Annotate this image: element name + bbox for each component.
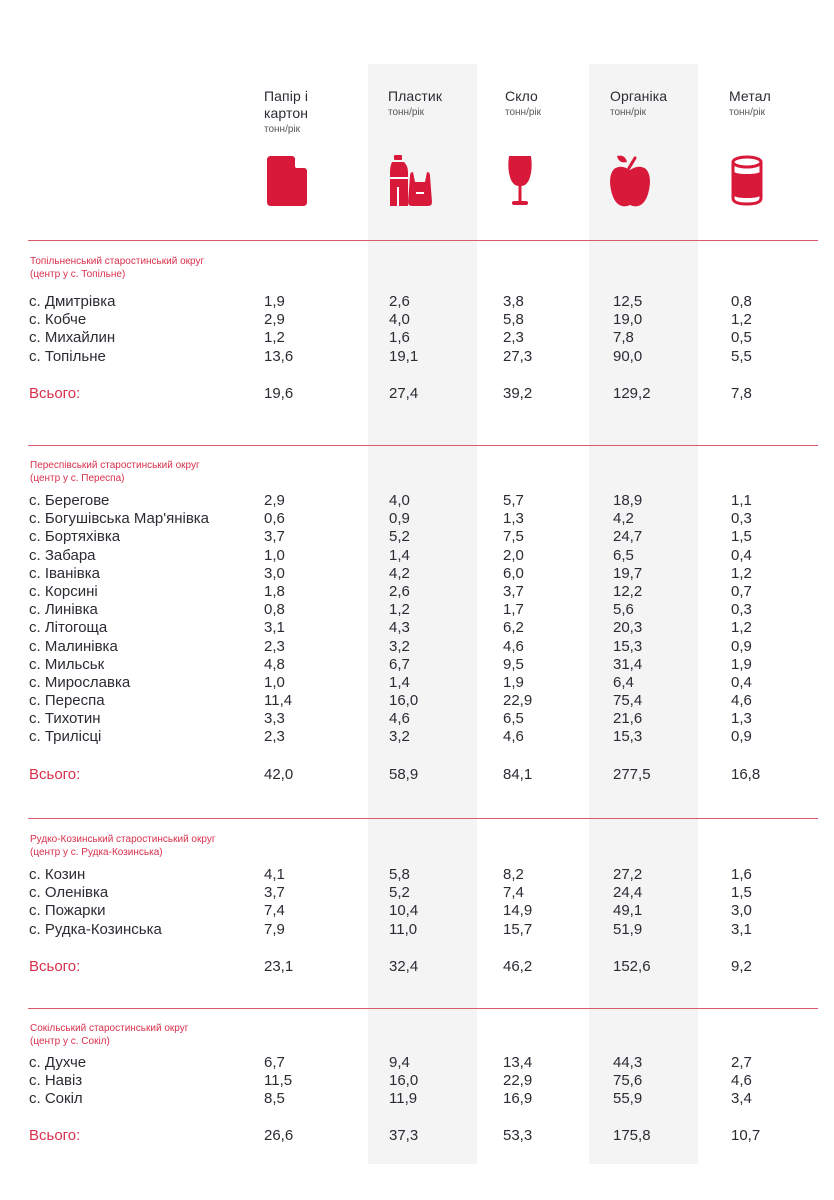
cell-value: 90,0 bbox=[613, 347, 643, 365]
table-row bbox=[0, 1090, 834, 1108]
section-title bbox=[30, 1022, 188, 1048]
cell-value: 0,3 bbox=[731, 510, 752, 528]
village-name: с. Оленівка bbox=[29, 884, 109, 902]
cell-value: 1,0 bbox=[264, 546, 285, 564]
total-label: Всього: bbox=[29, 385, 81, 402]
cell-value: 9,5 bbox=[503, 655, 524, 673]
village-name: с. Корсині bbox=[29, 582, 98, 600]
table-row bbox=[0, 492, 834, 510]
table-row bbox=[0, 565, 834, 583]
column-unit: тонн/рік bbox=[264, 124, 301, 135]
village-name: с. Літогоща bbox=[29, 619, 108, 637]
cell-value: 1,0 bbox=[264, 673, 285, 691]
table-row bbox=[0, 510, 834, 528]
cell-value: 27,3 bbox=[503, 347, 533, 365]
village-name: с. Бортяхівка bbox=[29, 528, 121, 546]
cell-value: 27,2 bbox=[613, 866, 643, 883]
cell-value: 3,1 bbox=[264, 619, 285, 637]
cell-value: 3,7 bbox=[264, 528, 285, 546]
cell-value: 11,4 bbox=[264, 692, 293, 710]
cell-value: 4,6 bbox=[389, 710, 410, 728]
cell-value: 4,2 bbox=[389, 564, 410, 582]
section-title bbox=[30, 459, 200, 485]
cell-value: 16,9 bbox=[503, 1090, 533, 1108]
cell-value: 1,3 bbox=[731, 710, 752, 728]
total-value: 39,2 bbox=[503, 385, 533, 402]
table-row bbox=[0, 619, 834, 637]
cell-value: 1,7 bbox=[503, 601, 524, 619]
total-value: 19,6 bbox=[264, 385, 294, 402]
apple-icon bbox=[609, 152, 659, 208]
cell-value: 24,4 bbox=[613, 884, 643, 902]
cell-value: 8,2 bbox=[503, 866, 524, 883]
village-name: с. Навіз bbox=[29, 1072, 83, 1090]
cell-value: 11,9 bbox=[389, 1090, 418, 1108]
cell-value: 31,4 bbox=[613, 655, 643, 673]
cell-value: 0,6 bbox=[264, 510, 285, 528]
section-divider bbox=[28, 240, 818, 241]
section-divider bbox=[28, 1008, 818, 1009]
cell-value: 5,2 bbox=[389, 528, 410, 546]
cell-value: 3,7 bbox=[264, 884, 285, 902]
cell-value: 21,6 bbox=[613, 710, 643, 728]
cell-value: 7,4 bbox=[264, 902, 285, 920]
total-label: Всього: bbox=[29, 766, 81, 783]
cell-value: 0,7 bbox=[731, 582, 752, 600]
total-label: Всього: bbox=[29, 958, 81, 975]
paper-icon bbox=[265, 152, 315, 208]
cell-value: 22,9 bbox=[503, 1072, 533, 1090]
village-name: с. Малинівка bbox=[29, 637, 118, 655]
cell-value: 4,6 bbox=[731, 1072, 752, 1090]
cell-value: 7,4 bbox=[503, 884, 524, 902]
total-value: 7,8 bbox=[731, 385, 752, 402]
village-name: с. Забара bbox=[29, 546, 96, 564]
table-row bbox=[0, 674, 834, 692]
table-row bbox=[0, 583, 834, 601]
cell-value: 0,8 bbox=[731, 293, 752, 310]
cell-value: 1,4 bbox=[389, 546, 410, 564]
cell-value: 3,0 bbox=[264, 564, 285, 582]
total-value: 129,2 bbox=[613, 385, 651, 402]
total-value: 26,6 bbox=[264, 1127, 294, 1144]
column-title: Пластик bbox=[388, 88, 443, 104]
cell-value: 4,6 bbox=[503, 637, 524, 655]
column-title: Скло bbox=[505, 88, 538, 104]
total-value: 58,9 bbox=[389, 766, 419, 783]
cell-value: 1,9 bbox=[264, 293, 285, 310]
cell-value: 4,2 bbox=[613, 510, 634, 528]
cell-value: 8,5 bbox=[264, 1090, 285, 1108]
cell-value: 0,9 bbox=[731, 728, 752, 746]
section-divider bbox=[28, 818, 818, 819]
cell-value: 44,3 bbox=[613, 1054, 643, 1071]
cell-value: 4,6 bbox=[503, 728, 524, 746]
cell-value: 6,0 bbox=[503, 564, 524, 582]
cell-value: 4,3 bbox=[389, 619, 410, 637]
cell-value: 16,0 bbox=[389, 692, 419, 710]
table-row bbox=[0, 866, 834, 884]
cell-value: 24,7 bbox=[613, 528, 643, 546]
total-row bbox=[0, 1127, 834, 1147]
cell-value: 0,5 bbox=[731, 329, 752, 347]
cell-value: 19,1 bbox=[389, 347, 419, 365]
cell-value: 18,9 bbox=[613, 492, 643, 509]
village-name: с. Линівка bbox=[29, 601, 98, 619]
village-name: с. Пожарки bbox=[29, 902, 106, 920]
cell-value: 12,2 bbox=[613, 582, 643, 600]
cell-value: 1,9 bbox=[503, 673, 524, 691]
column-unit: тонн/рік bbox=[388, 107, 425, 118]
village-name: с. Духче bbox=[29, 1054, 87, 1071]
cell-value: 2,7 bbox=[731, 1054, 752, 1071]
table-row bbox=[0, 1072, 834, 1090]
total-value: 175,8 bbox=[613, 1127, 651, 1144]
cell-value: 5,7 bbox=[503, 492, 524, 509]
cell-value: 1,6 bbox=[731, 866, 752, 883]
total-value: 42,0 bbox=[264, 766, 294, 783]
cell-value: 1,8 bbox=[264, 582, 285, 600]
village-name: с. Михайлин bbox=[29, 329, 116, 347]
table-row bbox=[0, 528, 834, 546]
column-header-metal bbox=[729, 88, 771, 119]
cell-value: 1,2 bbox=[731, 564, 752, 582]
table-row bbox=[0, 692, 834, 710]
cell-value: 3,7 bbox=[503, 582, 524, 600]
cell-value: 19,7 bbox=[613, 564, 643, 582]
cell-value: 6,7 bbox=[264, 1054, 285, 1071]
cell-value: 7,8 bbox=[613, 329, 634, 347]
cell-value: 2,6 bbox=[389, 293, 410, 310]
village-name: с. Берегове bbox=[29, 492, 110, 509]
cell-value: 2,3 bbox=[264, 728, 285, 746]
column-header-plastic bbox=[388, 88, 442, 119]
district-name: Рудко-Козинський старостинський округ bbox=[30, 834, 216, 845]
district-center: (центр у с. Переспа) bbox=[30, 473, 125, 484]
cell-value: 1,2 bbox=[731, 619, 752, 637]
cell-value: 4,8 bbox=[264, 655, 285, 673]
cell-value: 0,8 bbox=[264, 601, 285, 619]
column-title: Метал bbox=[729, 88, 771, 104]
section-title bbox=[30, 833, 215, 859]
village-name: с. Топільне bbox=[29, 347, 106, 365]
total-value: 10,7 bbox=[731, 1127, 761, 1144]
cell-value: 10,4 bbox=[389, 902, 419, 920]
total-value: 16,8 bbox=[731, 766, 761, 783]
cell-value: 19,0 bbox=[613, 311, 643, 329]
cell-value: 4,0 bbox=[389, 492, 410, 509]
total-row bbox=[0, 958, 834, 978]
plastic-bottle-bag-icon bbox=[388, 152, 438, 208]
table-row bbox=[0, 921, 834, 939]
village-name: с. Трилісці bbox=[29, 728, 102, 746]
village-name: с. Мирославка bbox=[29, 673, 131, 691]
total-value: 27,4 bbox=[389, 385, 419, 402]
table-row bbox=[0, 656, 834, 674]
cell-value: 1,3 bbox=[503, 510, 524, 528]
cell-value: 5,8 bbox=[389, 866, 410, 883]
cell-value: 4,0 bbox=[389, 311, 410, 329]
village-name: с. Богушівська Мар'янівка bbox=[29, 510, 210, 528]
cell-value: 1,5 bbox=[731, 884, 752, 902]
column-unit: тонн/рік bbox=[610, 107, 647, 118]
cell-value: 1,2 bbox=[731, 311, 752, 329]
table-row bbox=[0, 293, 834, 311]
village-name: с. Рудка-Козинська bbox=[29, 920, 162, 938]
village-name: с. Сокіл bbox=[29, 1090, 83, 1108]
district-name: Сокільський старостинський округ bbox=[30, 1023, 189, 1034]
total-row bbox=[0, 766, 834, 786]
cell-value: 5,5 bbox=[731, 347, 752, 365]
district-name: Топільненський старостинський округ bbox=[30, 256, 205, 267]
cell-value: 22,9 bbox=[503, 692, 533, 710]
total-value: 23,1 bbox=[264, 958, 294, 975]
village-rows bbox=[0, 293, 834, 366]
column-header-glass bbox=[505, 88, 541, 119]
total-value: 37,3 bbox=[389, 1127, 419, 1144]
table-row bbox=[0, 884, 834, 902]
village-name: с. Козин bbox=[29, 866, 86, 883]
village-name: с. Мильськ bbox=[29, 655, 105, 673]
cell-value: 3,8 bbox=[503, 293, 524, 310]
cell-value: 5,2 bbox=[389, 884, 410, 902]
cell-value: 13,4 bbox=[503, 1054, 533, 1071]
village-rows bbox=[0, 1054, 834, 1109]
cell-value: 2,3 bbox=[264, 637, 285, 655]
cell-value: 2,0 bbox=[503, 546, 524, 564]
cell-value: 1,2 bbox=[264, 329, 285, 347]
cell-value: 2,3 bbox=[503, 329, 524, 347]
cell-value: 0,3 bbox=[731, 601, 752, 619]
column-title: Органіка bbox=[610, 88, 668, 104]
cell-value: 2,9 bbox=[264, 492, 285, 509]
village-name: с. Переспа bbox=[29, 692, 105, 710]
cell-value: 0,9 bbox=[731, 637, 752, 655]
table-row bbox=[0, 348, 834, 366]
cell-value: 3,1 bbox=[731, 920, 752, 938]
table-row bbox=[0, 1054, 834, 1072]
cell-value: 1,4 bbox=[389, 673, 410, 691]
cell-value: 6,5 bbox=[613, 546, 634, 564]
cell-value: 20,3 bbox=[613, 619, 643, 637]
cell-value: 6,7 bbox=[389, 655, 410, 673]
total-value: 32,4 bbox=[389, 958, 419, 975]
district-center: (центр у с. Топільне) bbox=[30, 269, 126, 280]
village-rows bbox=[0, 492, 834, 747]
cell-value: 3,3 bbox=[264, 710, 285, 728]
village-name: с. Іванівка bbox=[29, 564, 100, 582]
total-value: 152,6 bbox=[613, 958, 651, 975]
total-value: 277,5 bbox=[613, 766, 651, 783]
section-title bbox=[30, 255, 204, 281]
total-row bbox=[0, 385, 834, 405]
cell-value: 7,9 bbox=[264, 920, 285, 938]
cell-value: 13,6 bbox=[264, 347, 294, 365]
village-name: с. Тихотин bbox=[29, 710, 101, 728]
cell-value: 3,2 bbox=[389, 728, 410, 746]
column-title: картон bbox=[264, 105, 309, 121]
table-row bbox=[0, 547, 834, 565]
cell-value: 55,9 bbox=[613, 1090, 643, 1108]
cell-value: 6,4 bbox=[613, 673, 634, 691]
cell-value: 15,3 bbox=[613, 637, 643, 655]
cell-value: 0,4 bbox=[731, 546, 752, 564]
cell-value: 2,9 bbox=[264, 311, 285, 329]
total-label: Всього: bbox=[29, 1127, 81, 1144]
total-value: 46,2 bbox=[503, 958, 533, 975]
total-value: 9,2 bbox=[731, 958, 752, 975]
cell-value: 16,0 bbox=[389, 1072, 419, 1090]
cell-value: 11,5 bbox=[264, 1072, 293, 1090]
district-center: (центр у с. Рудка-Козинська) bbox=[30, 847, 163, 858]
column-header-organic bbox=[610, 88, 667, 119]
village-name: с. Кобче bbox=[29, 311, 87, 329]
cell-value: 51,9 bbox=[613, 920, 643, 938]
table-row bbox=[0, 728, 834, 746]
district-center: (центр у с. Сокіл) bbox=[30, 1036, 110, 1047]
cell-value: 1,2 bbox=[389, 601, 410, 619]
cell-value: 15,3 bbox=[613, 728, 643, 746]
cell-value: 1,5 bbox=[731, 528, 752, 546]
cell-value: 5,8 bbox=[503, 311, 524, 329]
cell-value: 4,6 bbox=[731, 692, 752, 710]
cell-value: 6,5 bbox=[503, 710, 524, 728]
table-row bbox=[0, 601, 834, 619]
column-unit: тонн/рік bbox=[505, 107, 542, 118]
cell-value: 7,5 bbox=[503, 528, 524, 546]
cell-value: 3,0 bbox=[731, 902, 752, 920]
cell-value: 3,2 bbox=[389, 637, 410, 655]
column-header-paper bbox=[264, 88, 308, 136]
cell-value: 75,4 bbox=[613, 692, 643, 710]
table-row bbox=[0, 311, 834, 329]
column-title: Папір і bbox=[264, 88, 309, 104]
cell-value: 15,7 bbox=[503, 920, 533, 938]
tin-can-icon bbox=[730, 152, 780, 208]
cell-value: 0,9 bbox=[389, 510, 410, 528]
cell-value: 1,6 bbox=[389, 329, 410, 347]
village-rows bbox=[0, 866, 834, 939]
table-row bbox=[0, 710, 834, 728]
total-value: 84,1 bbox=[503, 766, 533, 783]
cell-value: 14,9 bbox=[503, 902, 533, 920]
table-row bbox=[0, 902, 834, 920]
cell-value: 0,4 bbox=[731, 673, 752, 691]
cell-value: 6,2 bbox=[503, 619, 524, 637]
table-row bbox=[0, 638, 834, 656]
cell-value: 11,0 bbox=[389, 920, 418, 938]
column-unit: тонн/рік bbox=[729, 107, 766, 118]
cell-value: 5,6 bbox=[613, 601, 634, 619]
cell-value: 49,1 bbox=[613, 902, 643, 920]
cell-value: 2,6 bbox=[389, 582, 410, 600]
section-divider bbox=[28, 445, 818, 446]
village-name: с. Дмитрівка bbox=[29, 293, 116, 310]
cell-value: 9,4 bbox=[389, 1054, 410, 1071]
wine-glass-icon bbox=[506, 152, 556, 208]
cell-value: 4,1 bbox=[264, 866, 285, 883]
cell-value: 3,4 bbox=[731, 1090, 752, 1108]
cell-value: 12,5 bbox=[613, 293, 643, 310]
cell-value: 1,1 bbox=[731, 492, 752, 509]
district-name: Переспівський старостинський округ bbox=[30, 460, 200, 471]
cell-value: 75,6 bbox=[613, 1072, 643, 1090]
cell-value: 1,9 bbox=[731, 655, 752, 673]
total-value: 53,3 bbox=[503, 1127, 533, 1144]
table-row bbox=[0, 329, 834, 347]
